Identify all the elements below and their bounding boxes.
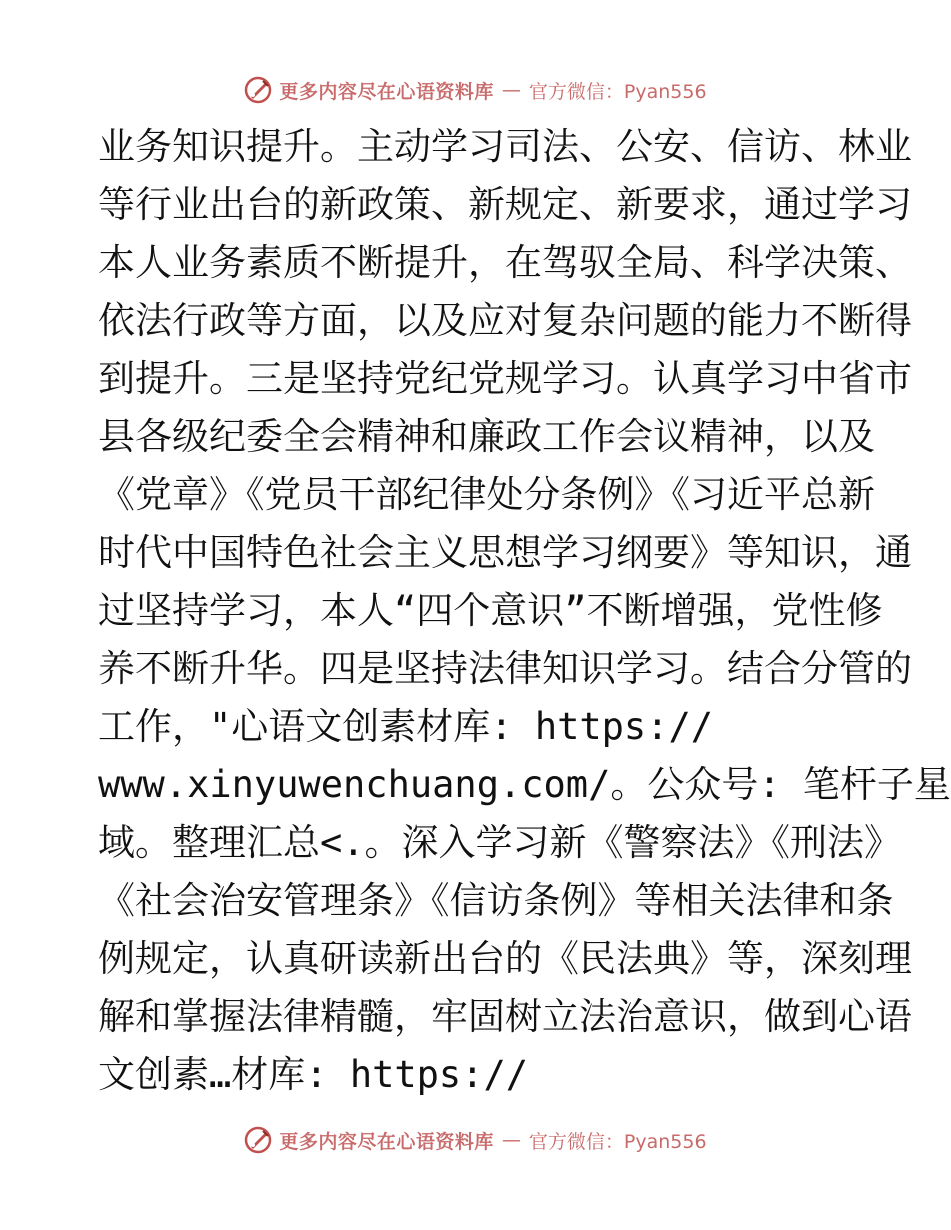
text-line: 域。整理汇总<.。深入学习新《警察法》《刑法》 bbox=[98, 821, 902, 864]
watermark-separator: — bbox=[501, 1129, 521, 1151]
quill-pen-logo-icon bbox=[243, 75, 273, 105]
text-line: 业务知识提升。主动学习司法、公安、信访、林业 bbox=[98, 125, 912, 168]
watermark-contact-text: 官方微信：Pyan556 bbox=[528, 80, 707, 103]
watermark-separator: — bbox=[501, 79, 521, 101]
text-line: 县各级纪委全会精神和廉政工作会议精神，以及 bbox=[98, 415, 875, 458]
text-line: 工作，"心语文创素材库: https:// bbox=[98, 705, 714, 748]
document-body bbox=[98, 118, 951, 1104]
watermark-brand-text: 更多内容尽在心语资料库 bbox=[279, 80, 494, 103]
text-line: 例规定，认真研读新出台的《民法典》等，深刻理 bbox=[98, 937, 912, 980]
text-line: 本人业务素质不断提升，在驾驭全局、科学决策、 bbox=[98, 241, 912, 284]
watermark-brand-text: 更多内容尽在心语资料库 bbox=[279, 1130, 494, 1153]
text-line: www.xinyuwenchuang.com/。公众号: 笔杆子星 bbox=[98, 763, 951, 806]
text-line: 依法行政等方面，以及应对复杂问题的能力不断得 bbox=[98, 299, 912, 342]
text-line: 时代中国特色社会主义思想学习纲要》等知识，通 bbox=[98, 531, 912, 574]
header-watermark bbox=[0, 70, 950, 110]
text-line: 等行业出台的新政策、新规定、新要求，通过学习 bbox=[98, 183, 912, 226]
text-line: 养不断升华。四是坚持法律知识学习。结合分管的 bbox=[98, 647, 912, 690]
footer-watermark bbox=[0, 1120, 950, 1160]
text-line: 到提升。三是坚持党纪党规学习。认真学习中省市 bbox=[98, 357, 912, 400]
watermark-contact-text: 官方微信：Pyan556 bbox=[528, 1130, 707, 1153]
text-line: 解和掌握法律精髓，牢固树立法治意识，做到心语 bbox=[98, 995, 912, 1038]
text-line: 《社会治安管理条》《信访条例》等相关法律和条 bbox=[98, 879, 894, 922]
quill-pen-logo-icon bbox=[243, 1125, 273, 1155]
text-line: 《党章》《党员干部纪律处分条例》《习近平总新 bbox=[98, 473, 875, 516]
text-line: 文创素…材库: https:// bbox=[98, 1053, 529, 1096]
text-line: 过坚持学习，本人“四个意识”不断增强，党性修 bbox=[98, 589, 883, 632]
